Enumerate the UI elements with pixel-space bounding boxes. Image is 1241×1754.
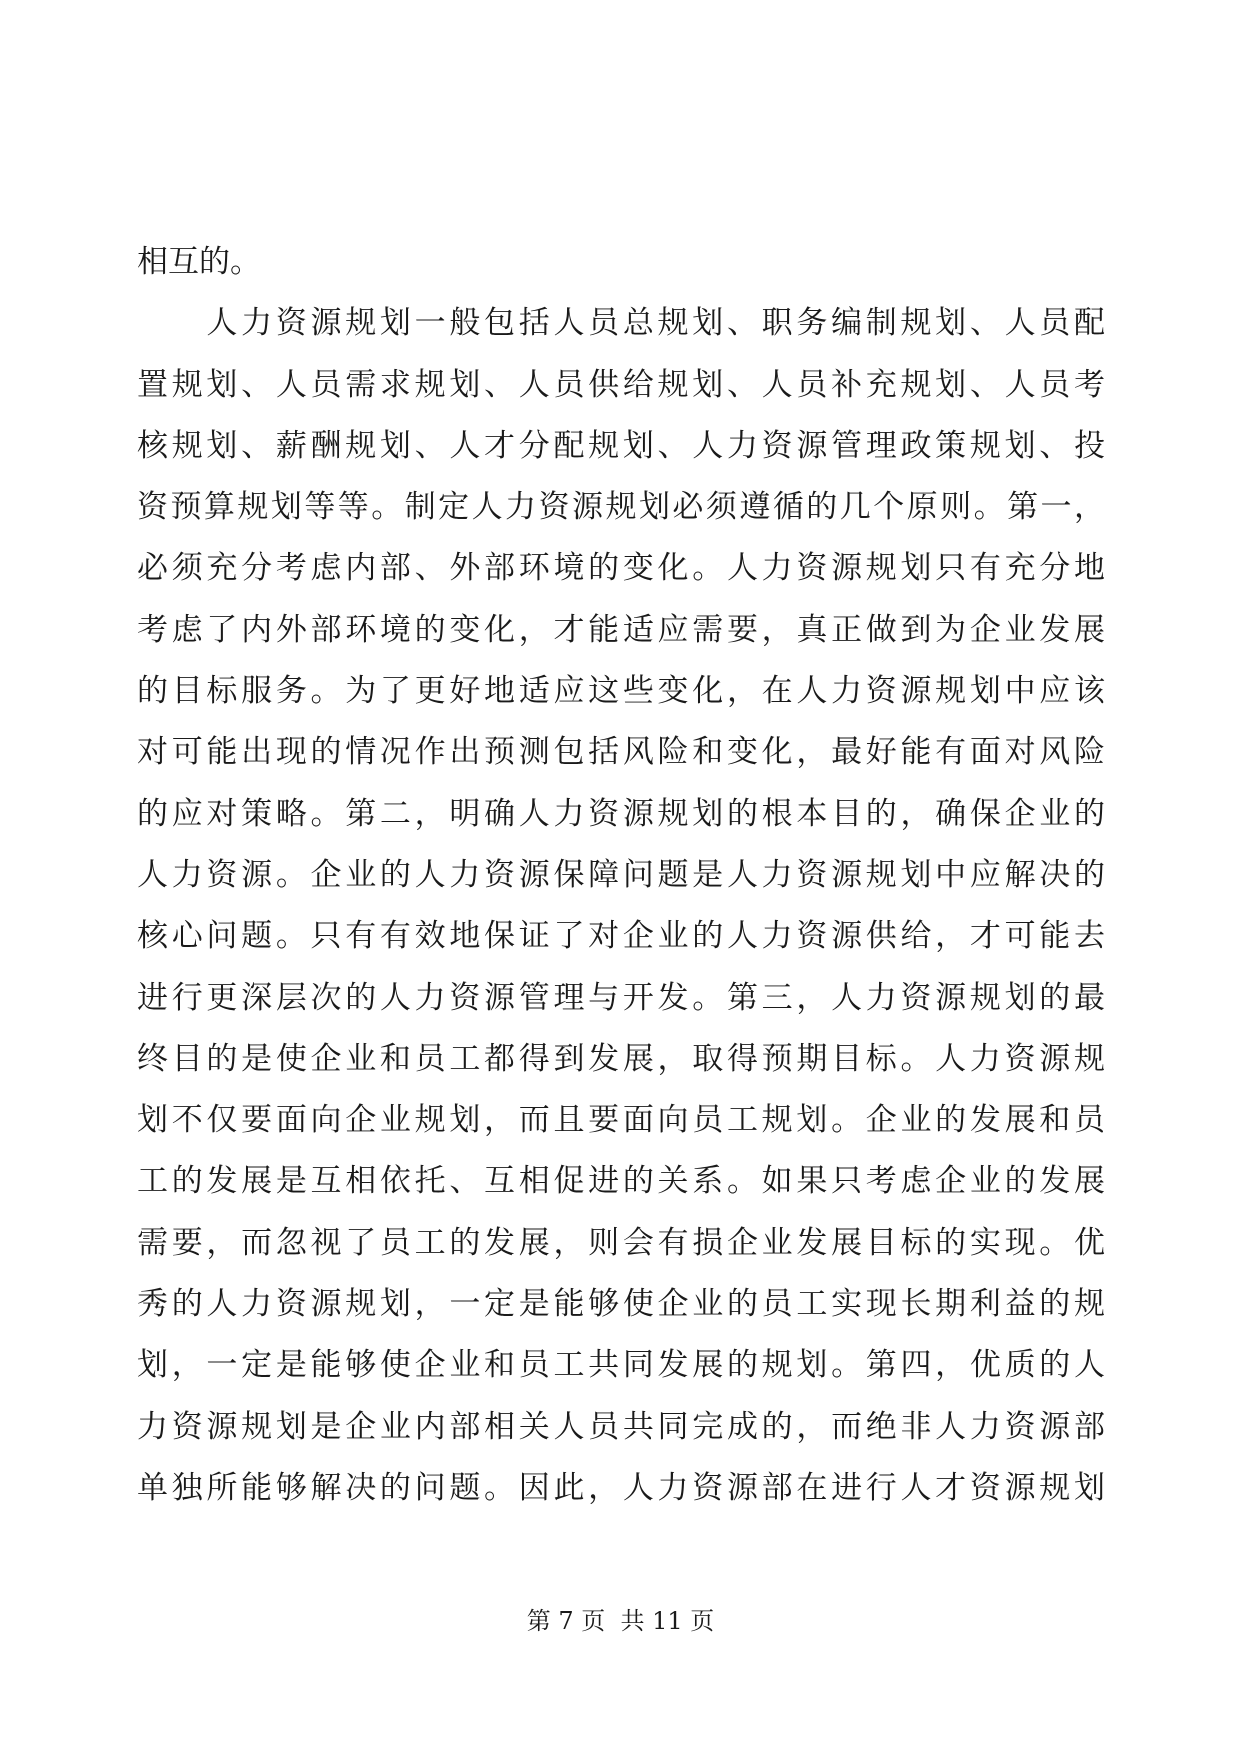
page-number: 第 7 页 共 11 页 xyxy=(526,1607,715,1635)
text-line: 工的发展是互相依托、互相促进的关系。如果只考虑企业的发展 xyxy=(137,1163,1105,1200)
text-line: 单独所能够解决的问题。因此，人力资源部在进行人才资源规划 xyxy=(137,1469,1105,1506)
text-line: 对可能出现的情况作出预测包括风险和变化，最好能有面对风险 xyxy=(137,734,1105,771)
text-line: 的应对策略。第二，明确人力资源规划的根本目的，确保企业的 xyxy=(137,795,1105,832)
text-line: 的目标服务。为了更好地适应这些变化，在人力资源规划中应该 xyxy=(137,673,1105,710)
page-footer xyxy=(0,1606,1241,1636)
text-line: 划不仅要面向企业规划，而且要面向员工规划。企业的发展和员 xyxy=(137,1102,1105,1139)
text-line: 考虑了内外部环境的变化，才能适应需要，真正做到为企业发展 xyxy=(137,611,1105,648)
text-line: 核规划、薪酬规划、人才分配规划、人力资源管理政策规划、投 xyxy=(137,427,1105,464)
text-line: 资预算规划等等。制定人力资源规划必须遵循的几个原则。第一， xyxy=(137,489,1105,526)
text-line: 需要，而忽视了员工的发展，则会有损企业发展目标的实现。优 xyxy=(137,1224,1105,1261)
text-line: 相互的。 xyxy=(137,244,261,280)
text-line: 人力资源规划一般包括人员总规划、职务编制规划、人员配 xyxy=(137,305,1105,342)
text-line: 进行更深层次的人力资源管理与开发。第三，人力资源规划的最 xyxy=(137,979,1105,1016)
text-line: 力资源规划是企业内部相关人员共同完成的，而绝非人力资源部 xyxy=(137,1408,1105,1445)
document-body xyxy=(137,232,1105,1519)
text-line: 划，一定是能够使企业和员工共同发展的规划。第四，优质的人 xyxy=(137,1347,1105,1384)
text-line: 核心问题。只有有效地保证了对企业的人力资源供给，才可能去 xyxy=(137,918,1105,955)
text-line: 必须充分考虑内部、外部环境的变化。人力资源规划只有充分地 xyxy=(137,550,1105,587)
text-line: 置规划、人员需求规划、人员供给规划、人员补充规划、人员考 xyxy=(137,366,1105,403)
text-line: 秀的人力资源规划，一定是能够使企业的员工实现长期利益的规 xyxy=(137,1286,1105,1323)
text-line: 人力资源。企业的人力资源保障问题是人力资源规划中应解决的 xyxy=(137,856,1105,893)
text-line: 终目的是使企业和员工都得到发展，取得预期目标。人力资源规 xyxy=(137,1040,1105,1077)
